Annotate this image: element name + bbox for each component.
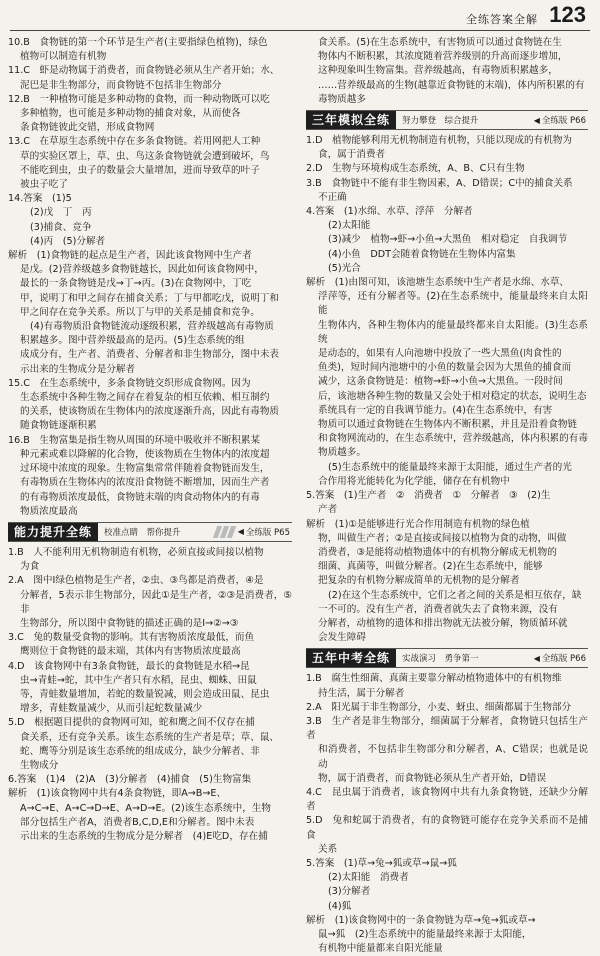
answer-line: 3.C 兔的数量受食物的影响。其有害物质浓度最低，而鱼 (8, 632, 255, 644)
answer-line: 解析 (1)该食物网中的一条食物链为草→兔→狐或草→ (306, 914, 536, 926)
answer-line: 5.D 根据题目提供的食物网可知，蛇和鹰之间不仅存在捕 (8, 717, 255, 729)
answer-line: 会发生障碍 (318, 632, 366, 644)
answer-line: 分解者，5表示非生物部分，因此①是生产者，②③是消费者，⑤非 (20, 589, 292, 615)
answer-line: 增多，青蛙数量减少，从而引起蛇数量减少 (20, 703, 203, 715)
answer-line: 解析 (1)由图可知，该池塘生态系统中生产者是水绵、水草、 (306, 277, 570, 289)
ability-banner-ref (238, 526, 290, 538)
answer-line: 有机物中能量都来自阳光能量 (318, 943, 443, 955)
three-year-banner (306, 110, 588, 130)
answer-line: 11.C 虾是动物属于消费者，而食物链必须从生产者开始；水、 (8, 65, 280, 77)
answer-line: 有毒物质在生物体内的浓度沿食物链不断增加，因而生产者 (20, 477, 270, 489)
answer-line: (3)分解者 (328, 886, 371, 898)
answer-line: ……营养级最高的生物(越靠近食物链的末端)，体内所积累的有 (318, 79, 585, 91)
answer-line: 解析 (1)食物链的起点是生产者，因此该食物网中生产者 (8, 250, 252, 262)
answer-line: 毒物质越多 (318, 93, 366, 105)
three-year-answers-block (306, 134, 588, 645)
answer-line: 2.A 图中Ⅰ绿色植物是生产者，②虫、③鸟都是消费者，④是 (8, 575, 264, 587)
answer-line: 1.B 人不能利用无机物制造有机物，必须直接或间接以植物 (8, 546, 264, 558)
answer-line: 的关系，使该物质在生物体内的浓度逐渐升高，因此有毒物质 (20, 406, 280, 418)
answer-line: 示出来的生态系统的生物成分是分解者 (4)E吃D，存在捕 (20, 830, 268, 842)
answer-line: 解析 (1)该食物网中共有4条食物链，即A→B→E、 (8, 788, 227, 800)
answer-line: (4)丙 (5)分解者 (30, 235, 106, 247)
answer-line: 食，属于消费者 (318, 149, 386, 161)
answer-line: 多种植物，也可能是多种动物的捕食对象，从而使各 (20, 108, 241, 120)
answer-line: 减少，这条食物链是：植物→虾→小鱼→大黑鱼。一段时间 (318, 376, 563, 388)
five-year-banner-ref (534, 652, 586, 664)
answer-line: 和消费者，不包括非生物部分和分解者，A、C错误；也就是说动 (318, 744, 588, 770)
answer-line: 16.B 生物富集是指生物从周围的环境中吸收并不断积累某 (8, 434, 261, 446)
answer-line: 等，青蛙数量增加，若蛇的数量锐减，则会造成田鼠、昆虫 (20, 688, 270, 700)
answer-line: (3)捕食、竞争 (30, 221, 92, 233)
answer-line: (5)光合 (328, 262, 361, 274)
answer-line: 不能吃到虫，虫子的数量会大量增加，进而导致草的叶子 (20, 164, 260, 176)
five-year-answers-block (306, 672, 588, 956)
answer-line: 条食物链彼此交错，形成食物网 (20, 122, 155, 134)
answer-line: 蛇、鹰等分别是该生态系统的组成成分，缺少分解者、非 (20, 745, 260, 757)
answer-line: 这种现象叫生物富集。营养级越高，有毒物质积累越多， (318, 65, 558, 77)
answer-line: 物，叫做生产者；②是直接或间接以植物为食的动物，叫做 (318, 532, 567, 544)
answer-line: 种元素或难以降解的化合物，使该物质在生物体内的浓度超 (20, 448, 270, 460)
ability-banner (8, 522, 292, 542)
left-column (8, 36, 292, 872)
answer-line: (3)减少 植物→虾→小鱼→大黑鱼 相对稳定 自我调节 (328, 234, 568, 246)
answer-line: 3.B 生产者是非生物部分，细菌属于分解者，食物链只包括生产者 (306, 715, 588, 742)
answer-line: (2)戊 丁 丙 (30, 207, 92, 219)
three-year-banner-subtitle: 努力攀登 综合提升 (402, 116, 479, 127)
answer-line: (2)在这个生态系统中，它们之者之间的关系是相互依存，缺 (328, 589, 582, 601)
answer-line: 鱼类)，短时间内池塘中的小鱼的数量会因为大黑鱼的捕食而 (318, 362, 572, 374)
answer-line: (4)小鱼 DDT会随着食物链在生物体内富集 (328, 248, 516, 260)
five-year-banner-ref-text: 全练版 P66 (541, 654, 586, 665)
answer-line: 部分包括生产者A，消费者B,C,D,E和分解者。图中未表 (20, 816, 255, 828)
answer-line: 食关系，还有竞争关系。该生态系统的生产者是草；草、鼠、 (20, 731, 280, 743)
answer-line: 生物成分 (20, 759, 59, 771)
answer-line: 不正确 (318, 191, 347, 203)
three-year-banner-ref-text: 全练版 P66 (541, 116, 586, 127)
ability-banner-ref-text: 全练版 P65 (245, 527, 290, 538)
answer-line: 1.D 植物能够利用无机物制造有机物，只能以现成的有机物为 (306, 135, 572, 147)
answer-line: 4.答案 (1)水绵、水草、浮萍 分解者 (306, 206, 473, 218)
answer-line: 关系 (318, 843, 338, 855)
ability-answers-block (8, 546, 292, 844)
answer-line: 15.C 在生态系统中，多条食物链交织形成食物网。因为 (8, 377, 251, 389)
left-answers-block (8, 36, 292, 519)
answer-line: 物质浓度最高 (20, 505, 78, 517)
answer-line: (4)狐 (328, 900, 352, 912)
answer-line: 食关系。(5)在生态系统中，有害物质可以通过食物链在生 (318, 37, 562, 48)
answer-line: 成成分有，生产者、消费者、分解者和非生物部分，图中未表 (20, 349, 280, 361)
answer-line: A→C→E、A→C→D→E、A→D→E。(2)该生态系统中，生物 (20, 802, 272, 814)
arrow-icon: ◀ (237, 527, 244, 537)
three-year-banner-title: 三年模拟全练 (306, 111, 396, 129)
answer-line: 示出来的生物成分是分解者 (20, 363, 136, 375)
answer-line: 随食物链逐渐积累 (20, 420, 97, 432)
page-number: 123 (549, 2, 586, 27)
three-year-banner-ref (534, 114, 586, 126)
answer-line: 最长的一条食物链是戊→丁→丙。(3)在食物网中，丁吃 (20, 278, 252, 290)
answer-line: 持生活，属于分解者 (318, 687, 405, 699)
answer-line: 物，属于消费者，而食物链必须从生产者开始，D错误 (318, 772, 547, 784)
answer-line: 浮萍等，还有分解者等。(2)在生态系统中，能量最终来自太阳能 (318, 291, 588, 317)
page-header (0, 0, 600, 30)
answer-line: 甲，说明丁和甲之间存在捕食关系；丁与甲都吃戊，说明丁和 (20, 292, 280, 304)
arrow-icon: ◀ (533, 653, 540, 663)
answer-line: (4)有毒物质沿食物链流动逐级积累，营养级越高有毒物质 (30, 321, 274, 333)
answer-line: 生物体内，各种生物体内的能量最终都来自太阳能。(3)生态系统 (318, 319, 588, 345)
answer-line: 后，该池塘各种生物的数量又会处于相对稳定的状态，说明生态 (318, 390, 587, 402)
arrow-icon: ◀ (533, 115, 540, 125)
answer-line: 的有毒物质浓度最低，食物链末端的肉食动物体内的有毒 (20, 491, 260, 503)
header-subtitle: 全练答案全解 (466, 13, 538, 26)
answer-line: 鼠→狐 (2)生态系统中的能量最终来源于太阳能， (318, 928, 532, 940)
right-answers-block (306, 36, 588, 107)
answer-line: 4.D 该食物网中有3条食物链，最长的食物链是水稻→昆 (8, 660, 250, 672)
answer-line: 合作用将光能转化为化学能，储存在有机物中 (318, 475, 510, 487)
answer-line: 为食 (20, 561, 40, 573)
answer-line: 虫→青蛙→蛇，其中生产者只有水稻，昆虫、蜘蛛、田鼠 (20, 674, 257, 686)
ability-banner-subtitle: 校准点睛 帮你提升 (104, 527, 181, 538)
answer-line: 和食物网流动的，在生态系统中，营养级越高，体内积累的有毒物质越多。 (318, 433, 588, 459)
five-year-banner (306, 648, 588, 668)
answer-line: 物体内不断积累，其浓度随着营养级别的升高而逐步增加， (318, 51, 568, 63)
banner-decoration (215, 526, 234, 538)
answer-line: 系统具有一定的自我调节能力。(4)在生态系统中，有害 (318, 404, 553, 416)
ability-banner-title: 能力提升全练 (8, 523, 98, 541)
five-year-banner-subtitle: 实战演习 勇争第一 (402, 654, 479, 665)
answer-line: 过环境中浓度的现象。生物富集常常伴随着食物链而发生， (20, 463, 270, 475)
answer-line: 被虫子吃了 (20, 179, 68, 191)
answer-line: 10.B 食物链的第一个环节是生产者(主要指绿色植物)，绿色 (8, 37, 268, 48)
answer-line: 5.D 兔和蛇属于消费者，有的食物链可能存在竞争关系而不是捕食 (306, 815, 588, 841)
answer-line: 消费者，③是能将动植物遗体中的有机物分解成无机物的 (318, 546, 557, 558)
answer-line: 12.B 一种植物可能是多种动物的食物，而一种动物既可以吃 (8, 93, 270, 105)
answer-line: 生物部分，所以图中食物链的描述正确的是Ⅰ→②→③ (20, 617, 239, 629)
answer-line: (5)生态系统中的能量最终来源于太阳能，通过生产者的光 (328, 461, 572, 473)
answer-line: 分解者，动植物的遗体和排出物就无法被分解，物质循环就 (318, 617, 568, 629)
answer-line: 生态系统中各种生物之间存在着复杂的相互依赖、相互制约 (20, 392, 270, 404)
answer-line: 鹰则位于食物链的最末端，其体内有害物质浓度最高 (20, 646, 241, 658)
answer-line: 2.D 生物与环境构成生态系统，A、B、C只有生物 (306, 163, 525, 175)
answer-line: 14.答案 (1)5 (8, 193, 72, 205)
answer-line: 甲之间存在竞争关系。所以丁与甲的关系是捕食和竞争。 (20, 306, 260, 318)
answer-line: 泥巴是非生物部分，而食物链不包括非生物部分 (20, 79, 222, 91)
answer-line: 2.A 阳光属于非生物部分，小麦、蚜虫、细菌都属于生物部分 (306, 701, 572, 713)
answer-line: 草的实验区罩上，草、虫、鸟这条食物链就会遭到破坏，鸟 (20, 150, 270, 162)
answer-line: 一不可的。没有生产者，消费者就失去了食物来源，没有 (318, 603, 558, 615)
answer-line: 把复杂的有机物分解成简单的无机物的是分解者 (318, 575, 520, 587)
five-year-banner-title: 五年中考全练 (306, 649, 396, 667)
answer-line: 细菌、真菌等，叫做分解者。(2)在生态系统中，能够 (318, 561, 543, 573)
answer-line: 13.C 在草原生态系统中存在多条食物链。若用网把人工种 (8, 136, 261, 148)
right-column (306, 36, 588, 955)
answer-line: 5.答案 (1)生产者 ② 消费者 ① 分解者 ③ (2)生 (306, 490, 551, 502)
answer-line: 5.答案 (1)草→兔→狐或草→鼠→狐 (306, 857, 457, 869)
answer-line: (2)太阳能 消费者 (328, 872, 409, 884)
answer-line: 1.B 腐生性细菌、真菌主要靠分解动植物遗体中的有机物维 (306, 673, 562, 685)
header-rule (10, 30, 590, 31)
answer-line: 积累越多。图中营养级最高的是丙。(5)生态系统的组 (20, 335, 245, 347)
answer-line: (2)太阳能 (328, 220, 371, 232)
answer-line: 物质可以通过食物链在生物体内不断积累，并且是沿着食物链 (318, 419, 578, 431)
answer-line: 3.B 食物链中不能有非生物因素，A、D错误；C中的捕食关系 (306, 177, 573, 189)
answer-line: 是戊。(2)营养级越多食物链越长，因此如何该食物网中， (20, 264, 264, 276)
answer-line: 6.答案 (1)4 (2)A (3)分解者 (4)捕食 (5)生物富集 (8, 774, 252, 786)
answer-line: 植物可以制造有机物 (20, 51, 107, 63)
answer-line: 产者 (318, 504, 338, 516)
answer-line: 4.C 昆虫属于消费者，该食物网中共有九条食物链，还缺少分解者 (306, 786, 588, 813)
answer-line: 解析 (1)①是能够进行光合作用制造有机物的绿色植 (306, 518, 530, 530)
answer-line: 是动态的，如果有人向池塘中投放了一些大黑鱼(肉食性的 (318, 348, 562, 360)
